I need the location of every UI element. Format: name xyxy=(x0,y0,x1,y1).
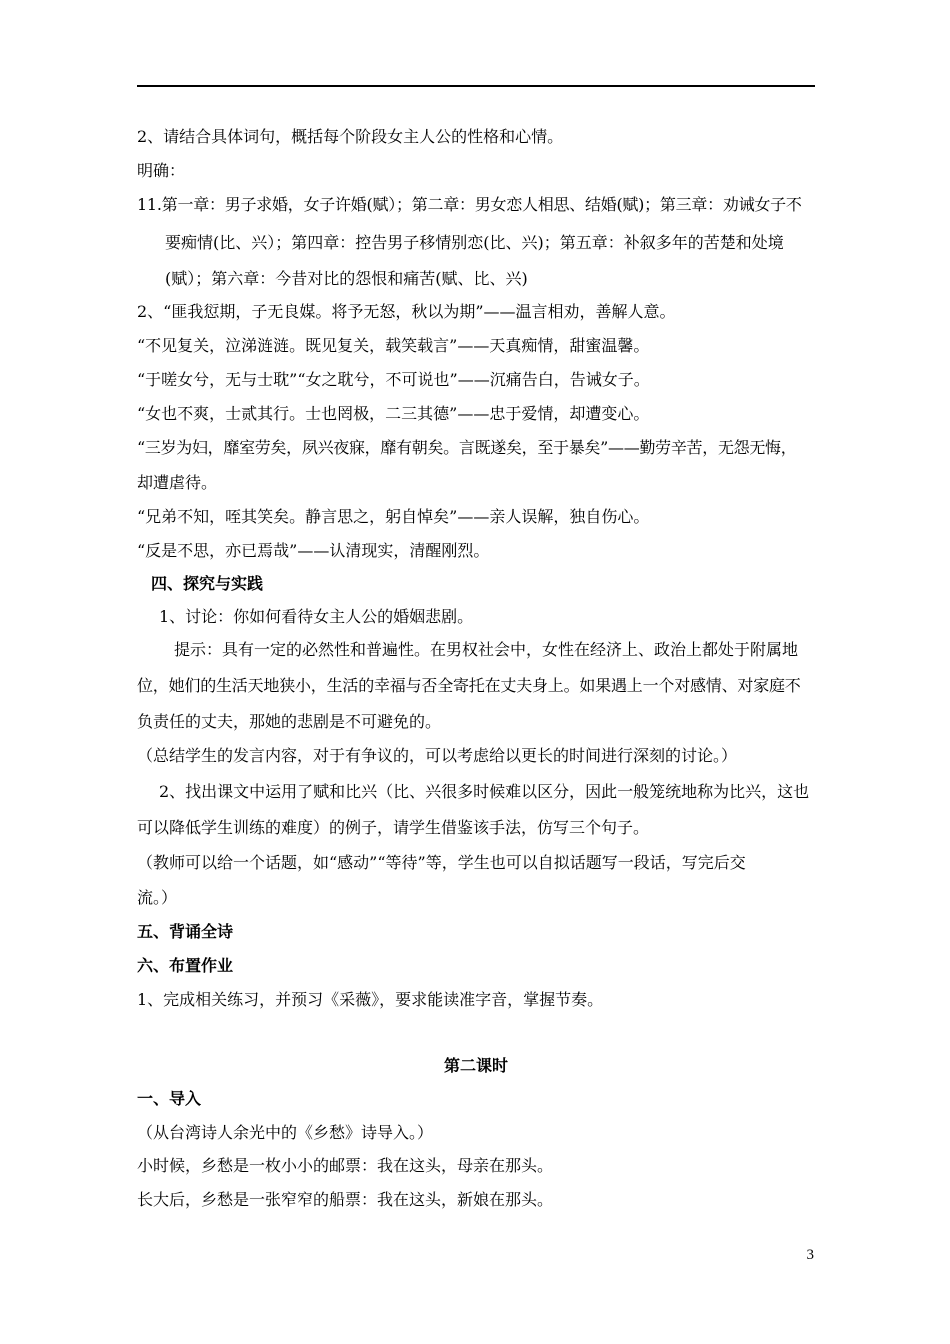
intro-note: （从台湾诗人余光中的《乡愁》诗导入。） xyxy=(137,1123,434,1142)
hint-paragraph-cont: 负责任的丈夫，那她的悲剧是不可避免的。 xyxy=(137,712,442,731)
teacher-note: （教师可以给一个话题，如“感动”“等待”等，学生也可以自拟话题写一段话，写完后交 xyxy=(137,853,746,872)
practice-item-2-cont: 可以降低学生训练的难度）的例子，请学生借鉴该手法，仿写三个句子。 xyxy=(137,818,650,837)
poem-line: 小时候，乡愁是一枚小小的邮票：我在这头，母亲在那头。 xyxy=(137,1156,554,1175)
hint-paragraph-cont: 位，她们的生活天地狭小，生活的幸福与否全寄托在丈夫身上。如果遇上一个对感情、对家庭不 xyxy=(137,676,801,695)
hint-paragraph: 提示：具有一定的必然性和普遍性。在男权社会中，女性在经济上、政治上都处于附属地 xyxy=(174,640,799,659)
answer-item-1-cont: 要痴情(比、兴）；第四章：控告男子移情别恋(比、兴)；第五章：补叙多年的苦楚和处境 xyxy=(165,233,784,252)
answer-item-1: 11.第一章：男子求婚，女子许婚(赋）；第二章：男女恋人相思、结婚(赋)；第三章：劝诫女子不 xyxy=(137,195,802,214)
answer-label: 明确： xyxy=(137,161,186,180)
quote-line: “三岁为妇，靡室劳矣，夙兴夜寐，靡有朝矣。言既遂矣，至于暴矣”——勤劳辛苦，无怨无悔， xyxy=(137,438,797,457)
teacher-note: （总结学生的发言内容，对于有争议的，可以考虑给以更长的时间进行深刻的讨论。） xyxy=(137,746,738,765)
practice-item-2: 2、找出课文中运用了赋和比兴（比、兴很多时候难以区分，因此一般笼统地称为比兴，这也 xyxy=(159,782,810,801)
section-heading-1: 一、导入 xyxy=(137,1089,202,1108)
lesson-title: 第二课时 xyxy=(443,1056,508,1075)
page-number: 3 xyxy=(806,1247,814,1263)
quote-line: “女也不爽，士贰其行。士也罔极，二三其德”——忠于爱情，却遭变心。 xyxy=(137,404,650,423)
answer-item-2: 2、“匪我愆期，子无良媒。将予无怒，秋以为期”——温言相劝，善解人意。 xyxy=(137,302,676,321)
quote-line: “兄弟不知，咥其笑矣。静言思之，躬自悼矣”——亲人误解，独自伤心。 xyxy=(137,507,650,526)
section-heading-6: 六、布置作业 xyxy=(137,956,234,975)
discussion-item-1: 1、讨论：你如何看待女主人公的婚姻悲剧。 xyxy=(159,607,474,626)
question-2-prompt: 2、请结合具体词句，概括每个阶段女主人公的性格和心情。 xyxy=(137,127,564,146)
homework-item-1: 1、完成相关练习，并预习《采薇》，要求能读准字音，掌握节奏。 xyxy=(137,990,604,1009)
answer-item-1-cont: (赋）；第六章：今昔对比的怨恨和痛苦(赋、比、兴) xyxy=(165,269,528,288)
section-heading-5: 五、背诵全诗 xyxy=(137,922,234,941)
poem-line: 长大后，乡愁是一张窄窄的船票：我在这头，新娘在那头。 xyxy=(137,1190,554,1209)
quote-line: “不见复关，泣涕涟涟。既见复关，载笑载言”——天真痴情，甜蜜温馨。 xyxy=(137,336,650,355)
header-rule xyxy=(137,85,815,87)
teacher-note-cont: 流。） xyxy=(137,888,178,907)
quote-line: “反是不思，亦已焉哉”——认清现实，清醒刚烈。 xyxy=(137,541,490,560)
section-heading-4: 四、探究与实践 xyxy=(151,574,264,593)
quote-line-cont: 却遭虐待。 xyxy=(137,473,218,492)
quote-line: “于嗟女兮，无与士耽”“女之耽兮，不可说也”——沉痛告白，告诫女子。 xyxy=(137,370,650,389)
